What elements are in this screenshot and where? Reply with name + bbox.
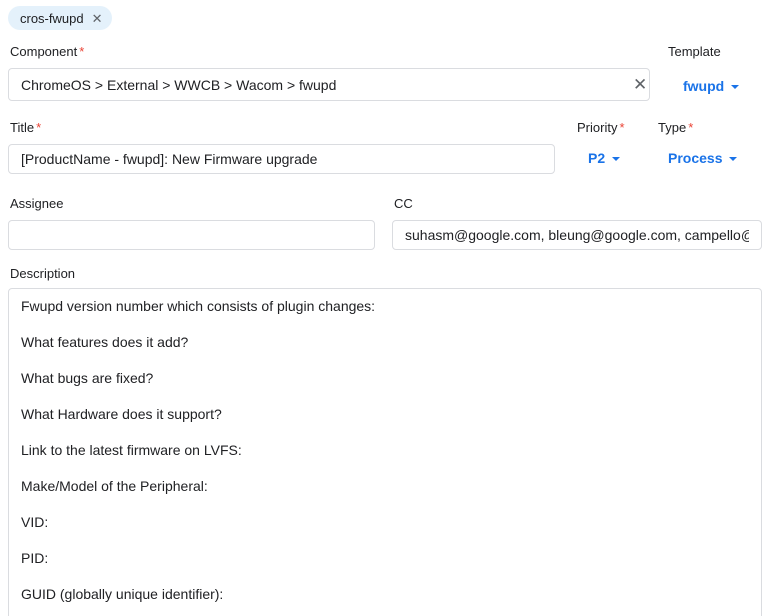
chevron-down-icon: [731, 85, 739, 89]
title-label-text: Title: [10, 120, 35, 135]
type-dropdown-value: Process: [668, 150, 723, 166]
priority-required-marker: *: [619, 120, 625, 135]
title-input[interactable]: [8, 144, 555, 174]
description-textarea[interactable]: [8, 288, 762, 616]
title-required-marker: *: [36, 120, 42, 135]
priority-dropdown[interactable]: [588, 150, 620, 166]
cc-label: CC: [394, 196, 413, 211]
component-required-marker: *: [79, 44, 85, 59]
template-dropdown[interactable]: [683, 78, 739, 94]
chip-remove-icon[interactable]: ✕: [91, 10, 103, 26]
type-label: [658, 120, 693, 135]
chip-label: cros-fwupd: [20, 10, 84, 26]
component-label: [10, 44, 84, 59]
chip-cros-fwupd[interactable]: [8, 6, 112, 30]
template-label: Template: [668, 44, 721, 59]
priority-dropdown-value: P2: [588, 150, 606, 166]
priority-label: [577, 120, 625, 135]
type-required-marker: *: [688, 120, 694, 135]
chevron-down-icon: [729, 157, 737, 161]
cc-input[interactable]: [392, 220, 762, 250]
description-label: Description: [10, 266, 76, 281]
type-dropdown[interactable]: [668, 150, 737, 166]
title-label: [10, 120, 41, 135]
chevron-down-icon: [612, 157, 620, 161]
assignee-label: Assignee: [10, 196, 64, 211]
component-input[interactable]: [8, 68, 650, 101]
component-label-text: Component: [10, 44, 78, 59]
assignee-input[interactable]: [8, 220, 375, 250]
component-clear-icon[interactable]: ✕: [633, 75, 648, 94]
type-label-text: Type: [658, 120, 687, 135]
priority-label-text: Priority: [577, 120, 618, 135]
template-dropdown-value: fwupd: [683, 78, 725, 94]
